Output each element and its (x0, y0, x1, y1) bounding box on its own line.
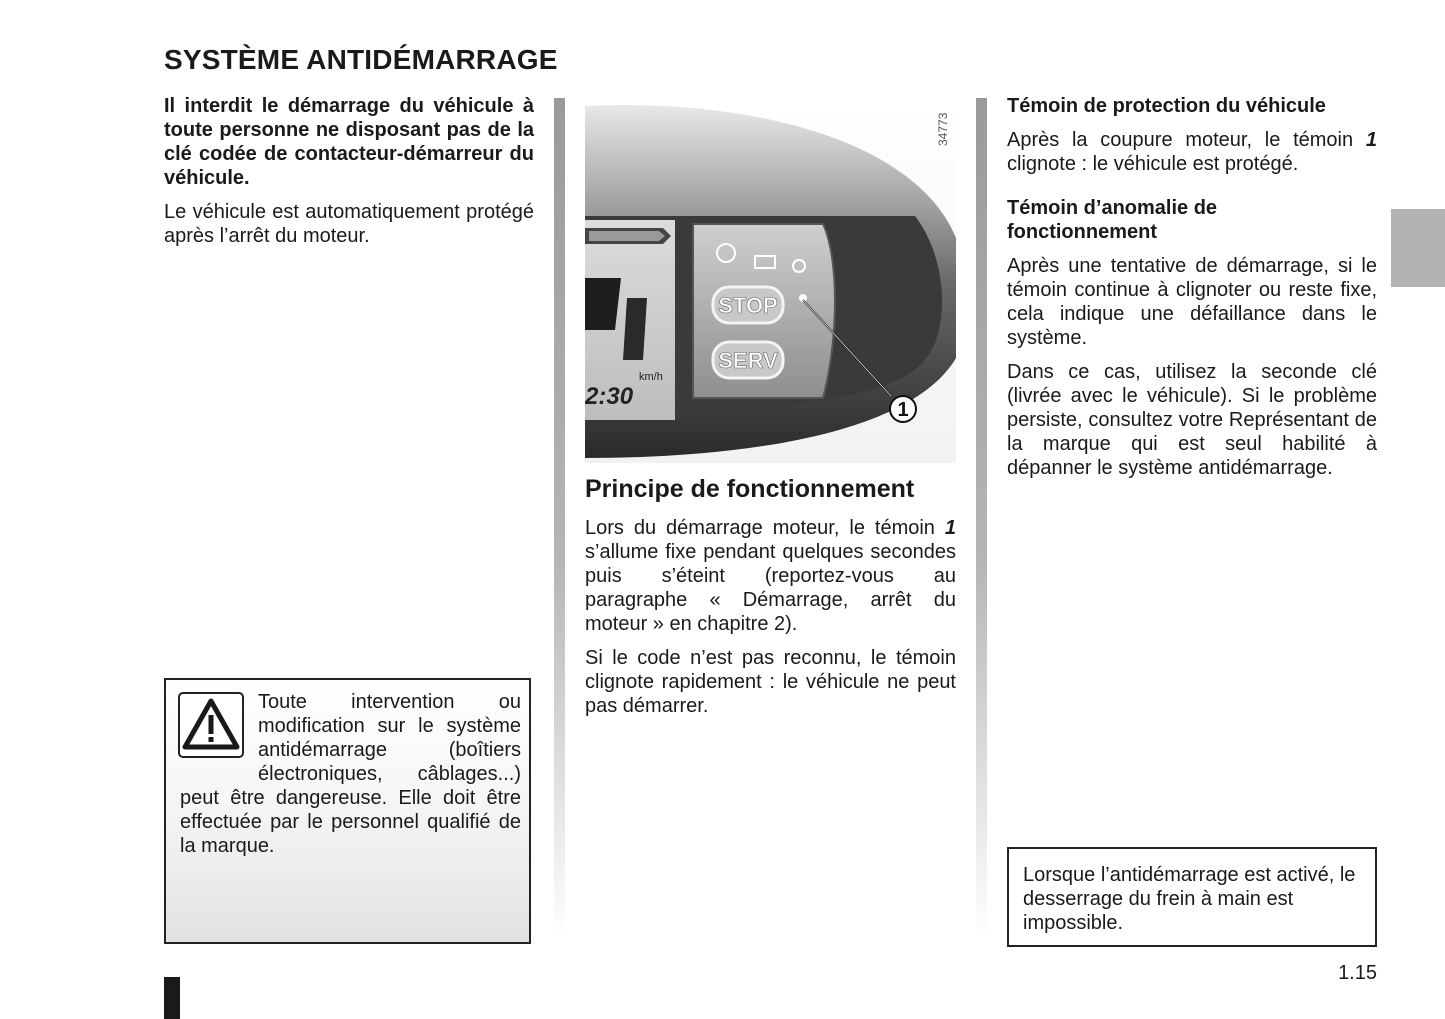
note-box (1007, 847, 1377, 947)
indicator-ref: 1 (1365, 129, 1377, 151)
stop-label: STOP (718, 293, 778, 318)
principle-section (585, 474, 956, 728)
dashboard-figure (585, 98, 956, 463)
callout-number: 1 (897, 399, 909, 421)
column-separator-left (554, 98, 565, 938)
principle-paragraph-1: Lors du démarrage moteur, le témoin 1 s’allume fixe pendant quelques secondes puis s’éteint (reportez-vous au paragraphe « Démarrage, arrêt du moteur » en chapitre 2). (585, 517, 956, 635)
warning-text: Toute intervention ou modification sur le système antidémarrage (boîtiers électroniques, câblages...) peut être dangereuse. Elle doit être effectuée par le personnel qualifié de la marque. (180, 691, 521, 857)
page-title: SYSTÈME ANTIDÉMARRAGE (164, 44, 558, 75)
anomaly-paragraph-1: Après une tentative de démarrage, si le témoin continue à clignoter ou reste fixe, cela indique une défaillance dans le système. (1007, 255, 1377, 349)
speed-unit-label: km/h (639, 371, 663, 383)
warning-box (164, 678, 531, 944)
indicators-section (1007, 94, 1377, 490)
clock-label: 2:30 (585, 383, 634, 410)
indicator-ref: 1 (944, 517, 956, 539)
protection-heading: Témoin de protection du véhicule (1007, 95, 1326, 117)
page-number: 1.15 (1338, 962, 1377, 984)
principle-heading: Principe de fonctionnement (585, 475, 915, 503)
page-edge-marker (164, 977, 180, 1019)
intro-text: Le véhicule est automatiquement protégé après l’arrêt du moteur. (164, 201, 534, 247)
serv-label: SERV (718, 348, 778, 373)
protection-text: Après la coupure moteur, le témoin 1 clignote : le véhicule est protégé. (1007, 129, 1377, 175)
anomaly-heading: Témoin d’anomalie de fonctionnement (1007, 197, 1218, 243)
intro-section (164, 94, 534, 258)
column-separator-right (976, 98, 987, 938)
intro-bold-text: Il interdit le démarrage du véhicule à toute personne ne disposant pas de la clé codée de contacteur-démarreur du véhicule. (164, 95, 534, 189)
anomaly-paragraph-2: Dans ce cas, utilisez la seconde clé (livrée avec le véhicule). Si le problème persiste, consultez votre Représentant de la marque qui est seul habilité à dépanner le système antidémarrage. (1007, 361, 1377, 479)
note-text: Lorsque l’antidémarrage est activé, le desserrage du frein à main est impossible. (1023, 864, 1356, 934)
chapter-tab (1391, 209, 1445, 287)
principle-paragraph-2: Si le code n’est pas reconnu, le témoin clignote rapidement : le véhicule ne peut pas démarrer. (585, 647, 956, 717)
figure-reference: 34773 (936, 112, 950, 146)
